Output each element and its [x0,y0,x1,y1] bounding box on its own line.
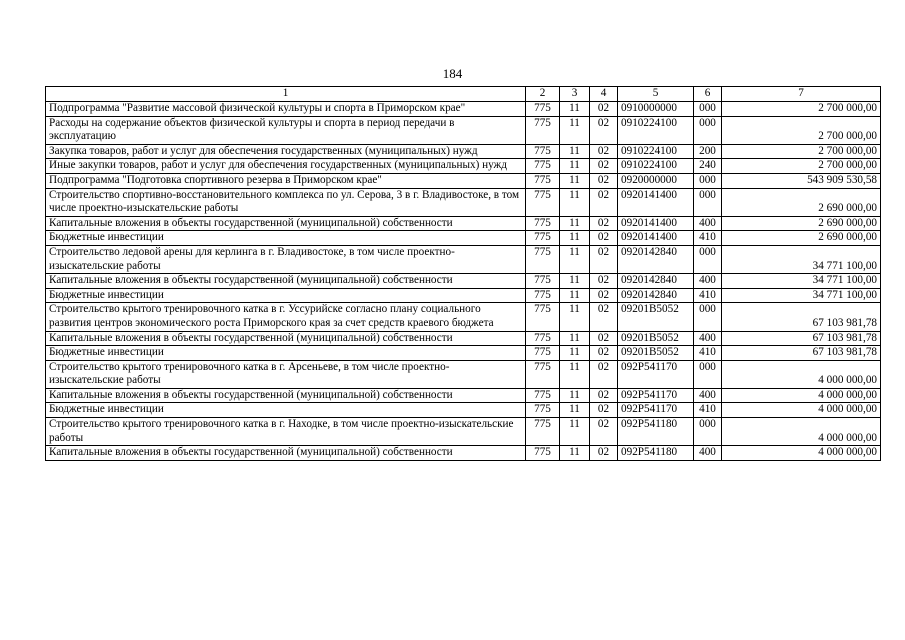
subsection-code-cell: 02 [590,288,618,303]
row-name-cell: Подпрограмма "Подготовка спортивного резерва в Приморском крае" [46,173,526,188]
subsection-code-cell: 02 [590,403,618,418]
subsection-code-cell: 02 [590,274,618,289]
amount-cell: 2 690 000,00 [722,188,881,216]
section-code-cell: 11 [560,360,590,388]
amount-cell: 67 103 981,78 [722,346,881,361]
target-article-cell: 092Р541180 [618,446,694,461]
ministry-code-cell: 775 [526,274,560,289]
target-article-cell: 0920141400 [618,188,694,216]
table-row [46,173,881,188]
target-article-cell: 09201В5052 [618,303,694,331]
row-name-cell: Капитальные вложения в объекты государственной (муниципальной) собственности [46,331,526,346]
row-name-cell: Бюджетные инвестиции [46,403,526,418]
budget-table [45,86,881,461]
expense-type-cell: 400 [694,388,722,403]
amount-cell: 34 771 100,00 [722,288,881,303]
section-code-cell: 11 [560,173,590,188]
expense-type-cell: 000 [694,116,722,144]
ministry-code-cell: 775 [526,403,560,418]
row-name-cell: Подпрограмма "Развитие массовой физической культуры и спорта в Приморском крае" [46,102,526,117]
expense-type-cell: 240 [694,159,722,174]
subsection-code-cell: 02 [590,173,618,188]
header-cell: 4 [590,87,618,102]
table-body [46,102,881,461]
row-name-cell: Расходы на содержание объектов физической культуры и спорта в период передачи в эксплуатацию [46,116,526,144]
amount-cell: 4 000 000,00 [722,388,881,403]
amount-cell: 543 909 530,58 [722,173,881,188]
subsection-code-cell: 02 [590,216,618,231]
expense-type-cell: 410 [694,403,722,418]
target-article-cell: 09201В5052 [618,346,694,361]
ministry-code-cell: 775 [526,388,560,403]
table-row [46,446,881,461]
table-row [46,216,881,231]
row-name-cell: Капитальные вложения в объекты государственной (муниципальной) собственности [46,446,526,461]
row-name-cell: Капитальные вложения в объекты государственной (муниципальной) собственности [46,216,526,231]
section-code-cell: 11 [560,216,590,231]
section-code-cell: 11 [560,245,590,273]
expense-type-cell: 410 [694,288,722,303]
table-row [46,418,881,446]
subsection-code-cell: 02 [590,245,618,273]
ministry-code-cell: 775 [526,102,560,117]
table-row [46,102,881,117]
row-name-cell: Закупка товаров, работ и услуг для обеспечения государственных (муниципальных) нужд [46,144,526,159]
section-code-cell: 11 [560,102,590,117]
section-code-cell: 11 [560,403,590,418]
ministry-code-cell: 775 [526,231,560,246]
expense-type-cell: 000 [694,102,722,117]
table-row [46,116,881,144]
subsection-code-cell: 02 [590,331,618,346]
table-row [46,159,881,174]
amount-cell: 2 700 000,00 [722,116,881,144]
table-row [46,346,881,361]
expense-type-cell: 000 [694,418,722,446]
subsection-code-cell: 02 [590,144,618,159]
amount-cell: 67 103 981,78 [722,303,881,331]
page-number: 184 [442,66,463,81]
target-article-cell: 0920142840 [618,288,694,303]
target-article-cell: 0920141400 [618,231,694,246]
target-article-cell: 0910224100 [618,116,694,144]
ministry-code-cell: 775 [526,216,560,231]
subsection-code-cell: 02 [590,346,618,361]
target-article-cell: 0920142840 [618,245,694,273]
row-name-cell: Капитальные вложения в объекты государственной (муниципальной) собственности [46,274,526,289]
amount-cell: 67 103 981,78 [722,331,881,346]
row-name-cell: Бюджетные инвестиции [46,346,526,361]
expense-type-cell: 200 [694,144,722,159]
table-row [46,188,881,216]
amount-cell: 34 771 100,00 [722,274,881,289]
header-cell: 7 [722,87,881,102]
subsection-code-cell: 02 [590,231,618,246]
row-name-cell: Строительство спортивно-восстановительного комплекса по ул. Серова, 3 в г. Владивостоке, в том числе проектно-изыскательские работы [46,188,526,216]
section-code-cell: 11 [560,231,590,246]
section-code-cell: 11 [560,303,590,331]
expense-type-cell: 400 [694,446,722,461]
target-article-cell: 0910000000 [618,102,694,117]
target-article-cell: 0910224100 [618,144,694,159]
header-cell: 1 [46,87,526,102]
ministry-code-cell: 775 [526,418,560,446]
target-article-cell: 09201В5052 [618,331,694,346]
row-name-cell: Иные закупки товаров, работ и услуг для обеспечения государственных (муниципальных) нужд [46,159,526,174]
expense-type-cell: 410 [694,346,722,361]
expense-type-cell: 000 [694,303,722,331]
row-name-cell: Строительство ледовой арены для керлинга в г. Владивостоке, в том числе проектно-изыскательские работы [46,245,526,273]
target-article-cell: 0920141400 [618,216,694,231]
ministry-code-cell: 775 [526,173,560,188]
table-row [46,331,881,346]
row-name-cell: Капитальные вложения в объекты государственной (муниципальной) собственности [46,388,526,403]
header-row [46,87,881,102]
ministry-code-cell: 775 [526,245,560,273]
section-code-cell: 11 [560,188,590,216]
target-article-cell: 092Р541170 [618,388,694,403]
row-name-cell: Строительство крытого тренировочного катка в г. Находке, в том числе проектно-изыскательские работы [46,418,526,446]
table-row [46,388,881,403]
subsection-code-cell: 02 [590,418,618,446]
section-code-cell: 11 [560,144,590,159]
header-cell: 3 [560,87,590,102]
header-cell: 6 [694,87,722,102]
subsection-code-cell: 02 [590,116,618,144]
table-row [46,303,881,331]
expense-type-cell: 000 [694,188,722,216]
row-name-cell: Бюджетные инвестиции [46,231,526,246]
ministry-code-cell: 775 [526,144,560,159]
ministry-code-cell: 775 [526,116,560,144]
section-code-cell: 11 [560,288,590,303]
row-name-cell: Бюджетные инвестиции [46,288,526,303]
amount-cell: 4 000 000,00 [722,446,881,461]
section-code-cell: 11 [560,159,590,174]
expense-type-cell: 000 [694,173,722,188]
target-article-cell: 0920000000 [618,173,694,188]
table-row [46,144,881,159]
amount-cell: 2 700 000,00 [722,159,881,174]
expense-type-cell: 400 [694,274,722,289]
target-article-cell: 0920142840 [618,274,694,289]
section-code-cell: 11 [560,116,590,144]
ministry-code-cell: 775 [526,303,560,331]
amount-cell: 2 690 000,00 [722,231,881,246]
table-row [46,360,881,388]
ministry-code-cell: 775 [526,159,560,174]
section-code-cell: 11 [560,346,590,361]
amount-cell: 4 000 000,00 [722,403,881,418]
subsection-code-cell: 02 [590,303,618,331]
table-row [46,245,881,273]
section-code-cell: 11 [560,331,590,346]
amount-cell: 34 771 100,00 [722,245,881,273]
target-article-cell: 092Р541180 [618,418,694,446]
section-code-cell: 11 [560,446,590,461]
header-cell: 2 [526,87,560,102]
amount-cell: 2 690 000,00 [722,216,881,231]
ministry-code-cell: 775 [526,188,560,216]
row-name-cell: Строительство крытого тренировочного катка в г. Арсеньеве, в том числе проектно-изыскательские работы [46,360,526,388]
subsection-code-cell: 02 [590,446,618,461]
amount-cell: 4 000 000,00 [722,360,881,388]
table-row [46,403,881,418]
ministry-code-cell: 775 [526,331,560,346]
ministry-code-cell: 775 [526,446,560,461]
subsection-code-cell: 02 [590,188,618,216]
header-cell: 5 [618,87,694,102]
subsection-code-cell: 02 [590,159,618,174]
section-code-cell: 11 [560,274,590,289]
table-row [46,274,881,289]
expense-type-cell: 400 [694,331,722,346]
target-article-cell: 092Р541170 [618,360,694,388]
ministry-code-cell: 775 [526,346,560,361]
target-article-cell: 0910224100 [618,159,694,174]
amount-cell: 2 700 000,00 [722,144,881,159]
row-name-cell: Строительство крытого тренировочного катка в г. Уссурийске согласно плану социального развития центров экономического роста Приморского края за счет средств краевого бюджета [46,303,526,331]
ministry-code-cell: 775 [526,288,560,303]
expense-type-cell: 000 [694,360,722,388]
subsection-code-cell: 02 [590,360,618,388]
target-article-cell: 092Р541170 [618,403,694,418]
amount-cell: 2 700 000,00 [722,102,881,117]
section-code-cell: 11 [560,388,590,403]
expense-type-cell: 410 [694,231,722,246]
subsection-code-cell: 02 [590,388,618,403]
ministry-code-cell: 775 [526,360,560,388]
table-row [46,288,881,303]
amount-cell: 4 000 000,00 [722,418,881,446]
subsection-code-cell: 02 [590,102,618,117]
expense-type-cell: 000 [694,245,722,273]
table-row [46,231,881,246]
expense-type-cell: 400 [694,216,722,231]
section-code-cell: 11 [560,418,590,446]
